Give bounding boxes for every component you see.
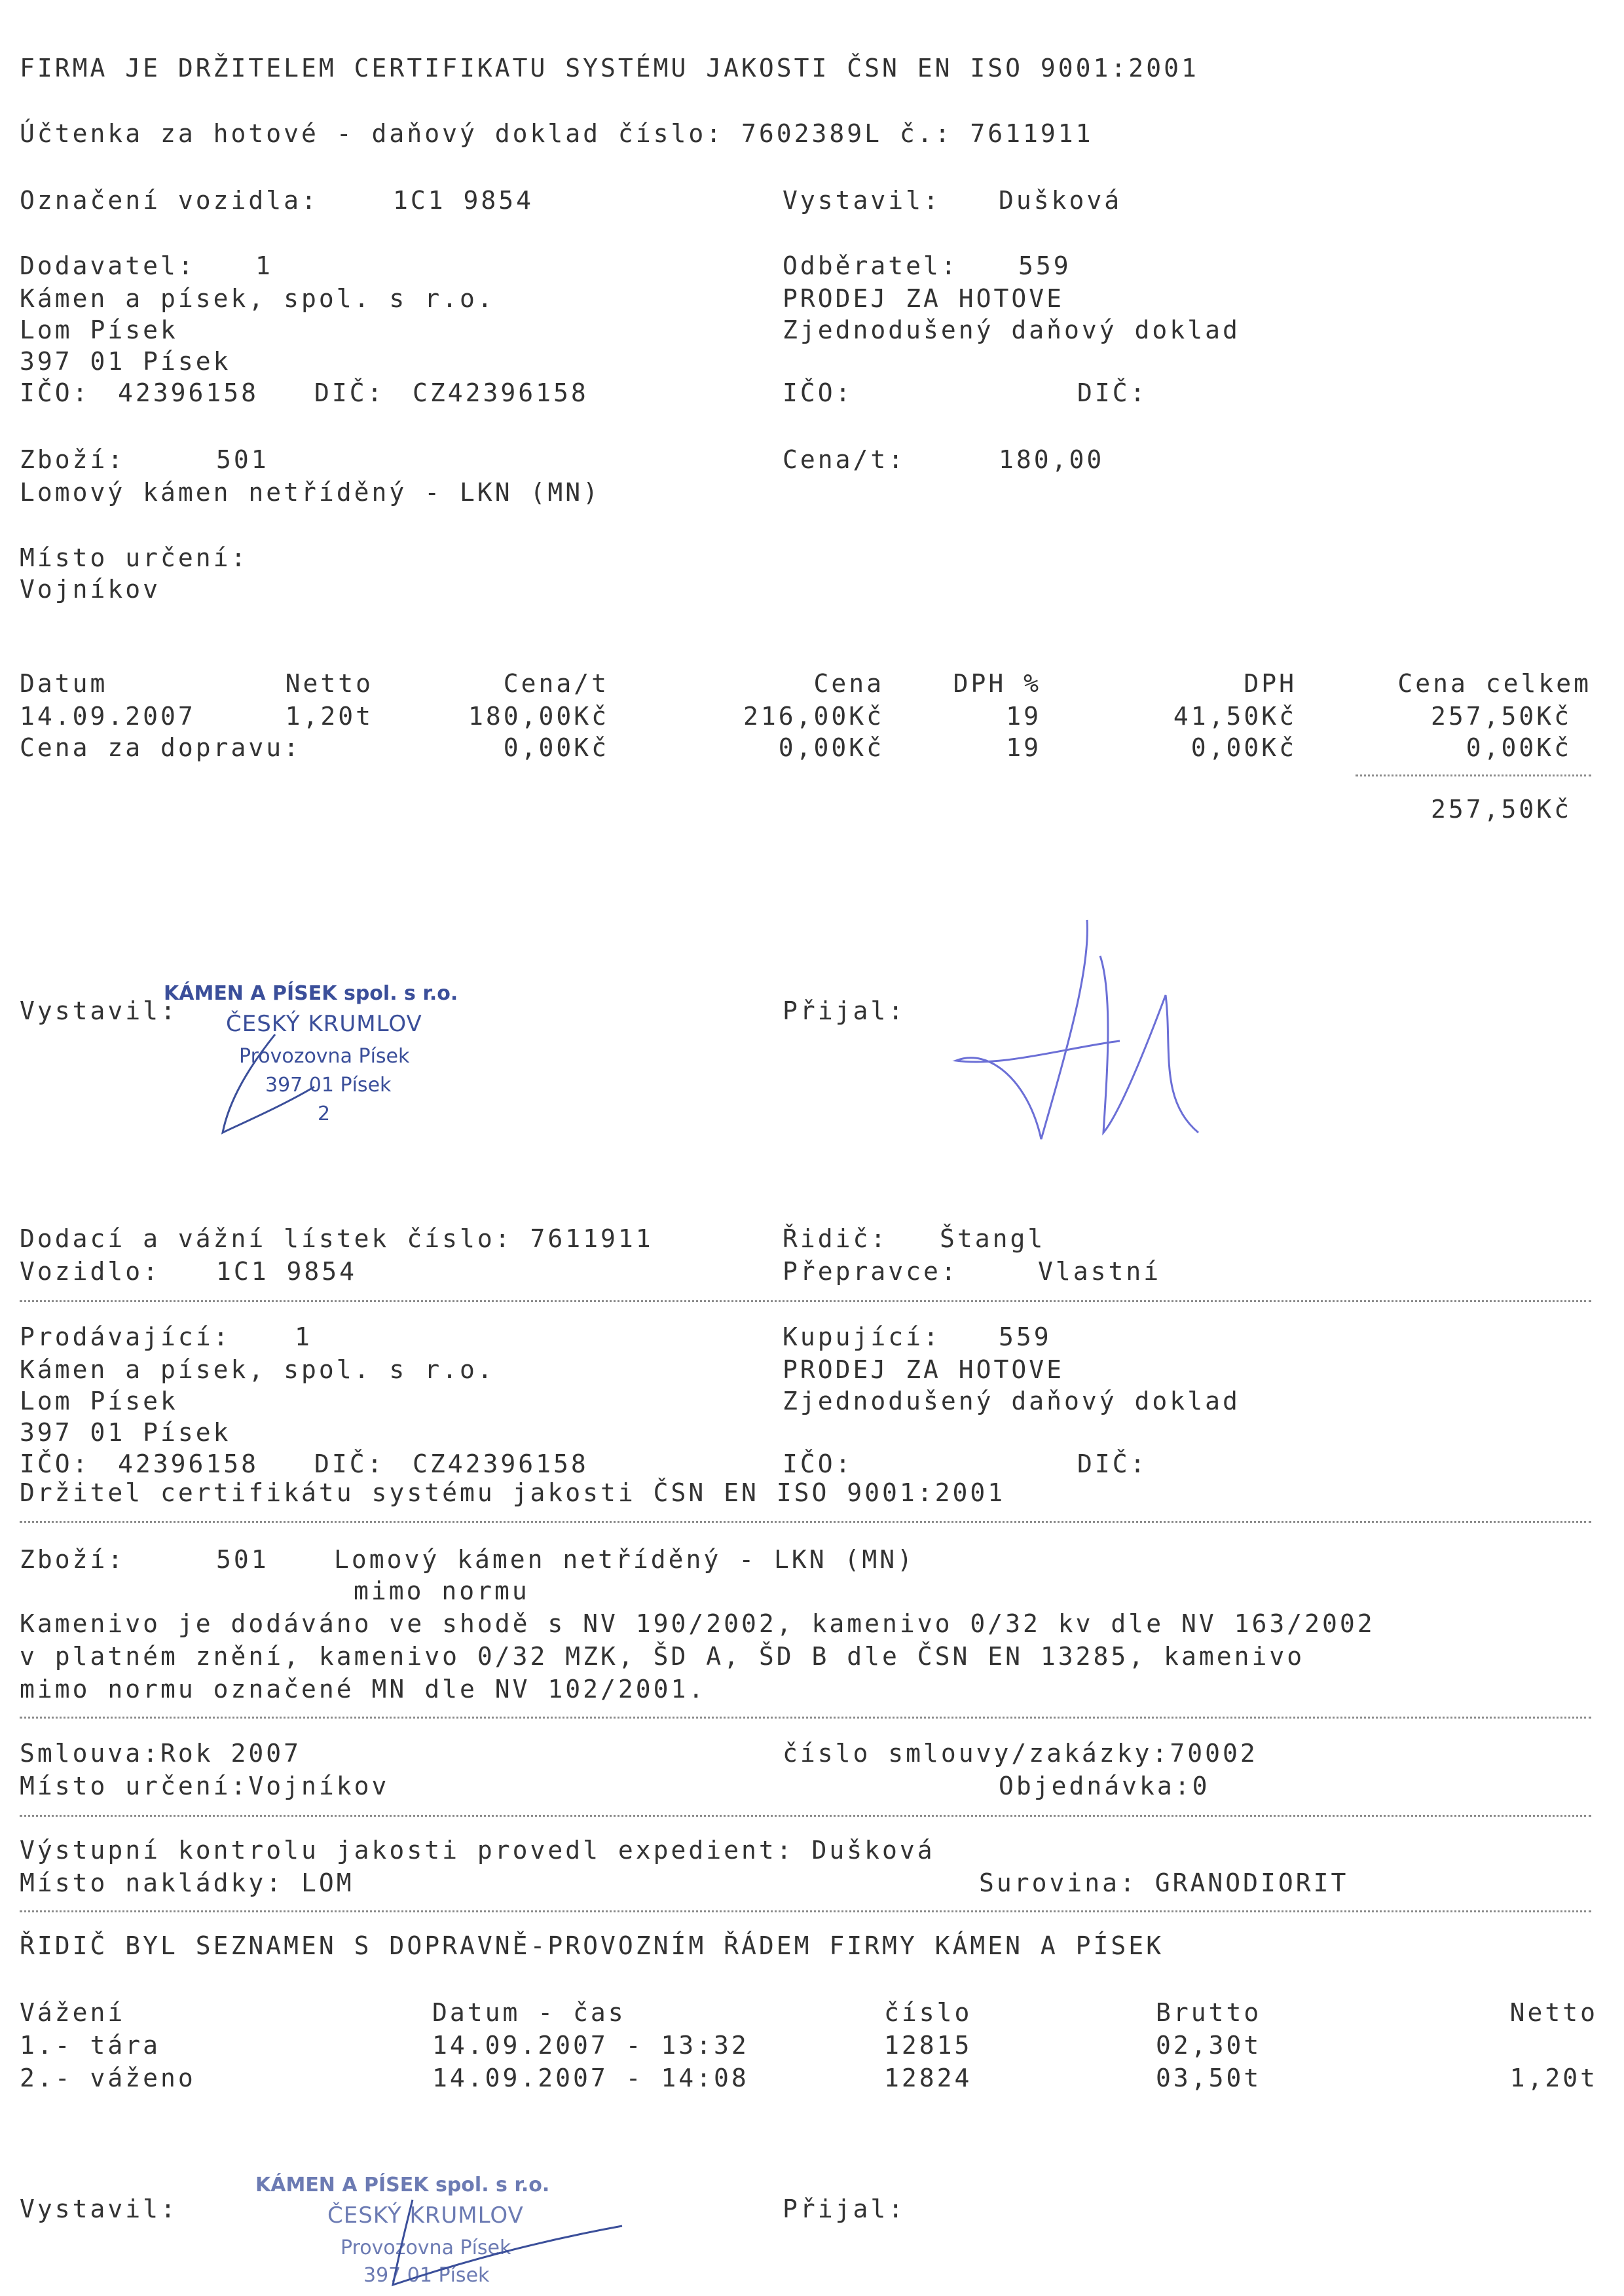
stamp-line3: Provozovna Písek xyxy=(239,1045,410,1068)
stamp-initials-scribble xyxy=(196,1028,327,1159)
certificate-line: Držitel certifikátu systému jakosti ČSN EN ISO 9001:2001 xyxy=(20,1478,1006,1507)
col-header-date: Datum xyxy=(20,669,108,698)
receipt-title: Účtenka za hotové - daňový doklad číslo: 7602389L č.: 7611911 xyxy=(20,119,1094,148)
price-per-ton: 180,00 xyxy=(999,445,1105,474)
carrier-label: Přepravce: xyxy=(783,1257,959,1286)
delivery-goods-name: Lomový kámen netříděný - LKN (MN) xyxy=(334,1545,915,1574)
seller-ico: 42396158 xyxy=(118,1449,259,1478)
supplier-line3: 397 01 Písek xyxy=(20,347,231,376)
supplier-name: Kámen a písek, spol. s r.o. xyxy=(20,284,495,313)
stamp2-line4: 397 01 Písek xyxy=(363,2264,490,2287)
carrier-value: Vlastní xyxy=(1038,1257,1162,1286)
divider-4 xyxy=(20,1815,1591,1817)
customer-dic-label: DIČ: xyxy=(1077,378,1148,407)
driver-value: Štangl xyxy=(940,1224,1046,1253)
stamp2-line2: ČESKÝ KRUMLOV xyxy=(327,2202,524,2229)
customer-id: 559 xyxy=(1018,251,1071,280)
seller-label: Prodávající: xyxy=(20,1322,231,1351)
buyer-ico-label: IČO: xyxy=(783,1449,853,1478)
col-header-price: Cena xyxy=(813,669,884,698)
transport-total: 0,00Kč xyxy=(1466,733,1572,762)
supplier-line2: Lom Písek xyxy=(20,316,178,344)
buyer-name: PRODEJ ZA HOTOVE xyxy=(783,1355,1065,1384)
compliance-line-3: mimo normu označené MN dle NV 102/2001. xyxy=(20,1675,707,1704)
loading-place: Místo nakládky: LOM xyxy=(20,1868,354,1897)
delivery-issued-label: Vystavil: xyxy=(20,2195,178,2223)
divider-5 xyxy=(20,1910,1591,1912)
row1-vat-pct: 19 xyxy=(1006,702,1041,731)
transport-price-t: 0,00Kč xyxy=(503,733,609,762)
weighing-row1-brutto: 02,30t xyxy=(1156,2031,1262,2060)
supplier-label: Dodavatel: xyxy=(20,251,196,280)
col-header-netto: Netto xyxy=(285,669,373,698)
stamp-line1: KÁMEN A PÍSEK spol. s r.o. xyxy=(164,982,458,1005)
transport-price: 0,00Kč xyxy=(778,733,884,762)
order-number: Objednávka:0 xyxy=(999,1772,1210,1800)
buyer-id: 559 xyxy=(999,1322,1052,1351)
certificate-header: FIRMA JE DRŽITELEM CERTIFIKATU SYSTÉMU JAKOSTI ČSN EN ISO 9001:2001 xyxy=(20,54,1199,82)
goods-label: Zboží: xyxy=(20,445,126,474)
weighing-header-number: číslo xyxy=(884,1998,972,2027)
weighing-header-datetime: Datum - čas xyxy=(432,1998,626,2027)
weighing-row1-number: 12815 xyxy=(884,2031,972,2060)
supplier-dic: CZ42396158 xyxy=(413,378,589,407)
supplier-id: 1 xyxy=(255,251,273,280)
stamp2-line3: Provozovna Písek xyxy=(341,2236,511,2259)
buyer-dic-label: DIČ: xyxy=(1077,1449,1148,1478)
destination-label: Místo určení: xyxy=(20,543,249,572)
grand-total: 257,50Kč xyxy=(1430,795,1572,824)
delivery-vehicle: 1C1 9854 xyxy=(216,1257,358,1286)
weighing-row2-netto: 1,20t xyxy=(1509,2064,1598,2092)
signature xyxy=(950,917,1225,1152)
col-header-vat: DPH xyxy=(1244,669,1297,698)
material: Surovina: GRANODIORIT xyxy=(979,1868,1349,1897)
stamp2-scribble xyxy=(341,2200,629,2291)
delivery-goods-code: 501 xyxy=(216,1545,269,1574)
seller-name: Kámen a písek, spol. s r.o. xyxy=(20,1355,495,1384)
stamp2-line1: KÁMEN A PÍSEK spol. s r.o. xyxy=(255,2174,550,2196)
seller-dic: CZ42396158 xyxy=(413,1449,589,1478)
vehicle-label: Označení vozidla: xyxy=(20,186,319,215)
weighing-header-netto: Netto xyxy=(1509,1998,1598,2027)
seller-ico-label: IČO: xyxy=(20,1449,90,1478)
weighing-row2-brutto: 03,50t xyxy=(1156,2064,1262,2092)
customer-name: PRODEJ ZA HOTOVE xyxy=(783,284,1065,313)
destination-value: Vojníkov xyxy=(20,575,161,604)
weighing-row2-datetime: 14.09.2007 - 14:08 xyxy=(432,2064,749,2092)
compliance-line-2: v platném znění, kamenivo 0/32 MZK, ŠD A, ŠD B dle ČSN EN 13285, kamenivo xyxy=(20,1642,1305,1671)
delivery-destination: Místo určení:Vojníkov xyxy=(20,1772,390,1800)
goods-name: Lomový kámen netříděný - LKN (MN) xyxy=(20,478,600,507)
contract: Smlouva:Rok 2007 xyxy=(20,1739,302,1768)
row1-vat: 41,50Kč xyxy=(1173,702,1297,731)
transport-label: Cena za dopravu: xyxy=(20,733,302,762)
goods-code: 501 xyxy=(216,445,269,474)
delivery-goods-label: Zboží: xyxy=(20,1545,126,1574)
driver-label: Řidič: xyxy=(783,1224,889,1253)
delivery-received-label: Přijal: xyxy=(783,2195,906,2223)
weighing-row2-step: 2.- váženo xyxy=(20,2064,196,2092)
delivery-goods-note: mimo normu xyxy=(354,1576,530,1605)
row1-price-t: 180,00Kč xyxy=(468,702,609,731)
contract-number: číslo smlouvy/zakázky:70002 xyxy=(783,1739,1258,1768)
stamp-line4: 397 01 Písek xyxy=(265,1074,392,1097)
stamp-line2: ČESKÝ KRUMLOV xyxy=(226,1011,422,1037)
row1-netto: 1,20t xyxy=(285,702,373,731)
col-header-vat-pct: DPH % xyxy=(953,669,1041,698)
col-header-price-t: Cena/t xyxy=(503,669,609,698)
total-divider xyxy=(1356,774,1591,776)
seller-line3: 397 01 Písek xyxy=(20,1418,231,1447)
weighing-header-brutto: Brutto xyxy=(1156,1998,1262,2027)
driver-notice: ŘIDIČ BYL SEZNAMEN S DOPRAVNĚ-PROVOZNÍM ŘÁDEM FIRMY KÁMEN A PÍSEK xyxy=(20,1931,1164,1960)
transport-vat-pct: 19 xyxy=(1006,733,1041,762)
delivery-title: Dodací a vážní lístek číslo: 7611911 xyxy=(20,1224,654,1253)
divider-2 xyxy=(20,1521,1591,1523)
row1-total: 257,50Kč xyxy=(1430,702,1572,731)
seller-line2: Lom Písek xyxy=(20,1387,178,1415)
vehicle-value: 1C1 9854 xyxy=(393,186,534,215)
receipt-issued-label: Vystavil: xyxy=(20,996,178,1025)
receipt-received-label: Přijal: xyxy=(783,996,906,1025)
stamp-line5: 2 xyxy=(318,1102,331,1125)
buyer-line2: Zjednodušený daňový doklad xyxy=(783,1387,1240,1415)
compliance-line-1: Kamenivo je dodáváno ve shodě s NV 190/2002, kamenivo 0/32 kv dle NV 163/2002 xyxy=(20,1609,1375,1638)
buyer-label: Kupující: xyxy=(783,1322,941,1351)
divider-1 xyxy=(20,1300,1591,1302)
weighing-header-step: Vážení xyxy=(20,1998,126,2027)
issued-by-label: Vystavil: xyxy=(783,186,941,215)
divider-3 xyxy=(20,1717,1591,1719)
col-header-total: Cena celkem xyxy=(1397,669,1591,698)
issued-by-value: Dušková xyxy=(999,186,1122,215)
row1-price: 216,00Kč xyxy=(743,702,884,731)
row1-date: 14.09.2007 xyxy=(20,702,196,731)
seller-dic-label: DIČ: xyxy=(314,1449,385,1478)
price-per-ton-label: Cena/t: xyxy=(783,445,906,474)
delivery-vehicle-label: Vozidlo: xyxy=(20,1257,161,1286)
seller-id: 1 xyxy=(295,1322,312,1351)
supplier-ico: 42396158 xyxy=(118,378,259,407)
weighing-row1-datetime: 14.09.2007 - 13:32 xyxy=(432,2031,749,2060)
customer-label: Odběratel: xyxy=(783,251,959,280)
weighing-row1-step: 1.- tára xyxy=(20,2031,161,2060)
quality-control: Výstupní kontrolu jakosti provedl expedient: Dušková xyxy=(20,1836,935,1865)
transport-vat: 0,00Kč xyxy=(1190,733,1297,762)
customer-line2: Zjednodušený daňový doklad xyxy=(783,316,1240,344)
supplier-dic-label: DIČ: xyxy=(314,378,385,407)
supplier-ico-label: IČO: xyxy=(20,378,90,407)
weighing-row2-number: 12824 xyxy=(884,2064,972,2092)
customer-ico-label: IČO: xyxy=(783,378,853,407)
